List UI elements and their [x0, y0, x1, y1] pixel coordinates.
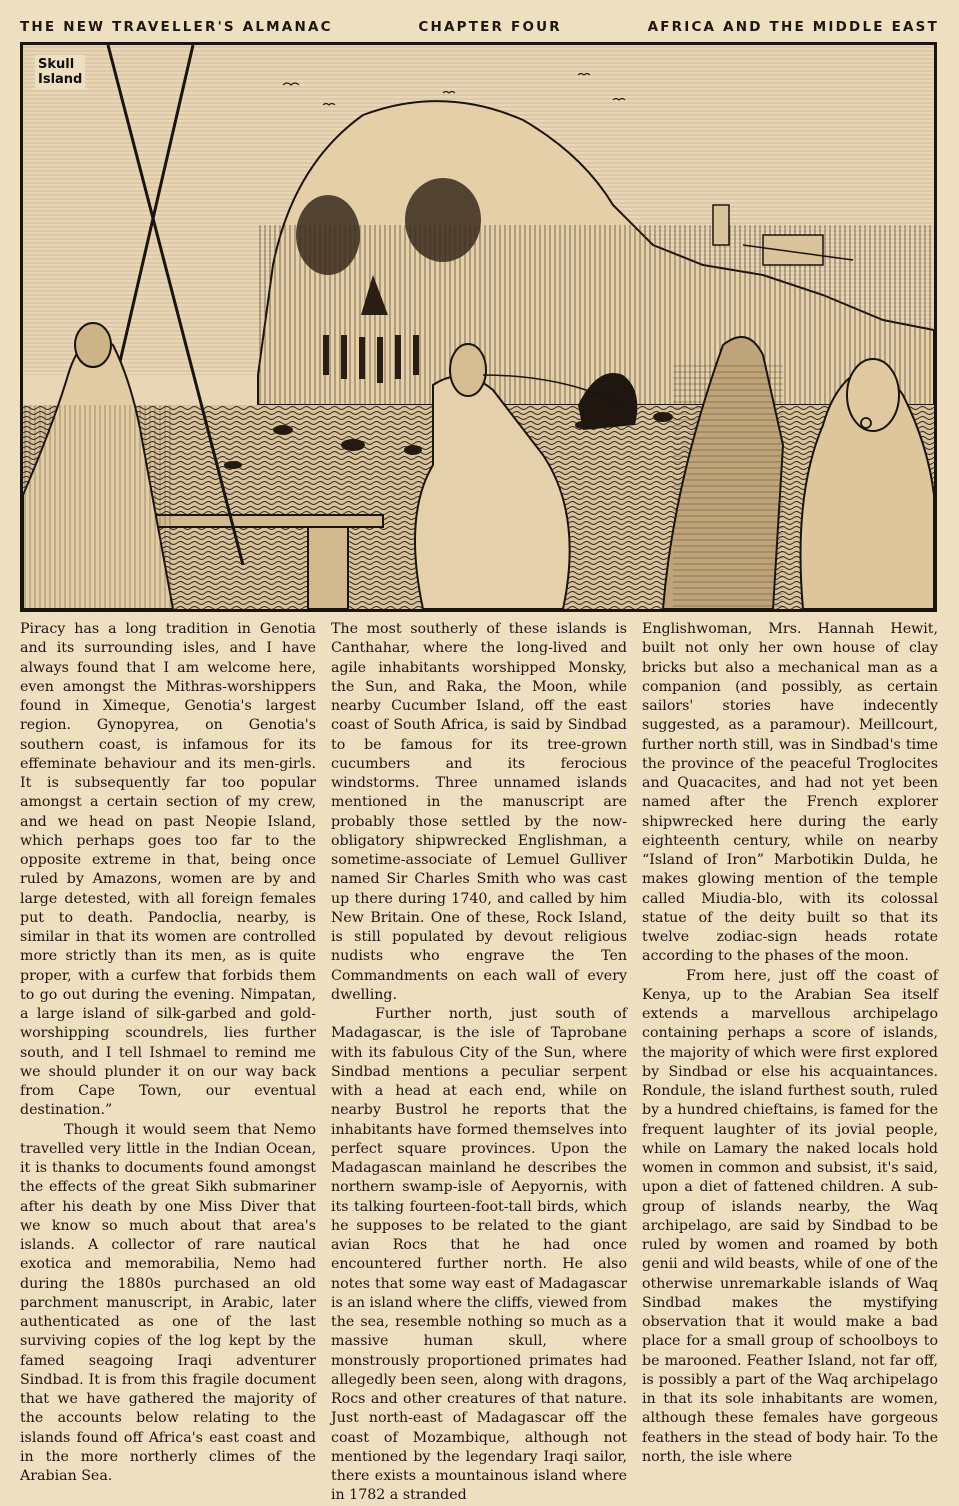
col2-paragraph-2: Further north, just south of Madagascar, is the isle of Taprobane with its fabulous City of the Sun, where Sindbad mentions a peculiar serpent with a head at each end, while on nearby Bustrol he reports that the inhabitants have formed themselves into perfect square provinces. Upon the Madagascan mainland he describes the northern swamp-isle of Aepyornis, with its talking fourteen-foot-tall birds, which he supposes to be related to the giant avian Rocs that he had once encountered further north. He also notes that some way east of Madagascar is an island where the cliffs, viewed from the sea, resemble nothing so much as a massive human skull, where monstrously proportioned primates had allegedly been seen, along with dragons, Rocs and other creatures of that nature. Just north-east of Madagascar off the coast of Mozambique, although not mentioned by the legendary Iraqi sailor, there exists a mountainous island where in 1782 a stranded: [331, 1006, 627, 1504]
text-column-3: [642, 620, 938, 1467]
running-header: [20, 16, 939, 38]
col1-paragraph-1: Piracy has a long tradition in Genotia and its surrounding isles, and I have always found that I am welcome here, even amongst the Mithras-worshippers found in Ximeque, Genotia's largest region. Gynopyrea, on Genotia's southern coast, is infamous for its effeminate behaviour and its men-girls. It is subsequently far too popular amongst a certain section of my crew, and we head on past Neopie Island, which perhaps goes too far to the opposite extreme in that, being once ruled by Amazons, women are by and large detested, with all foreign females put to death. Pandoclia, nearby, is similar in that its women are controlled more strictly than its men, as is quite proper, with a curfew that forbids them to go out during the evening. Nimpatan, a large island of silk-garbed and gold-worshipping scoundrels, lies further south, and I tell Ishmael to remind me we should plunder it on our way back from Cape Town, our eventual destination.”: [20, 621, 316, 1119]
text-column-2: [331, 620, 627, 1506]
col3-paragraph-1: Englishwoman, Mrs. Hannah Hewit, built not only her own house of clay bricks but also a mechanical man as a companion (and possibly, as certain sailors' stories have indecently suggested, as a paramour). Meillcourt, further north still, was in Sindbad's time the province of the peaceful Troglocites and Quacacites, and had not yet been named after the French explorer shipwrecked here during the early eighteenth century, while on nearby “Island of Iron” Marbotikin Dulda, he makes glowing mention of the temple called Miudia-blo, with its colossal statue of the deity built so that its twelve zodiac-sign heads rotate according to the phases of the moon.: [642, 621, 938, 965]
text-column-1: [20, 620, 316, 1486]
caption-line-1: Skull: [38, 57, 75, 72]
skull-island-illustration: [20, 42, 937, 612]
header-chapter: CHAPTER FOUR: [418, 19, 562, 35]
header-section: AFRICA AND THE MIDDLE EAST: [647, 19, 939, 35]
caption-line-2: Island: [38, 72, 83, 87]
illustration-drawing: [23, 45, 934, 609]
col3-paragraph-2: From here, just off the coast of Kenya, up to the Arabian Sea itself extends a marvellous archipelago containing perhaps a score of islands, the majority of which were first explored by Sindbad or else his acquaintances. Rondule, the island furthest south, ruled by a hundred chieftains, is famed for the frequent laughter of its jovial people, while on Lamary the naked locals hold women in common and subsist, it's said, upon a diet of fattened children. A sub-group of islands nearby, the Waq archipelago, are said by Sindbad to be ruled by women and roamed by both genii and wild beasts, while of one of the otherwise unremarkable islands of Waq Sindbad makes the mystifying observation that it would make a bad place for a small group of schoolboys to be marooned. Feather Island, not far off, is possibly a part of the Waq archipelago in that its sole inhabitants are women, although these females have gorgeous feathers in the stead of body hair. To the north, the isle where: [642, 967, 938, 1465]
col2-paragraph-1: The most southerly of these islands is Canthahar, where the long-lived and agile inhabitants worshipped Monsky, the Sun, and Raka, the Moon, while nearby Cucumber Island, off the east coast of South Africa, is said by Sindbad to be famous for its tree-grown cucumbers and its ferocious windstorms. Three unnamed islands mentioned in the manuscript are probably those settled by the now-obligatory shipwrecked Englishman, a sometime-associate of Lemuel Gulliver named Sir Charles Smith who was cast up there during 1740, and called by him New Britain. One of these, Rock Island, is still populated by devout religious nudists who engrave the Ten Commandments on each wall of every dwelling.: [331, 621, 627, 1003]
illustration-caption: [35, 55, 85, 89]
header-book-title: THE NEW TRAVELLER'S ALMANAC: [20, 19, 333, 35]
col1-paragraph-2: Though it would seem that Nemo travelled very little in the Indian Ocean, it is thanks to documents found amongst the effects of the great Sikh submariner after his death by one Miss Diver that we know so much about that area's islands. A collector of rare nautical exotica and memorabilia, Nemo had during the 1880s purchased an old parchment manuscript, in Arabic, later authenticated as one of the last surviving copies of the log kept by the famed seagoing Iraqi adventurer Sindbad. It is from this fragile document that we have gathered the majority of the accounts below relating to the islands found off Africa's east coast and in the more northerly climes of the Arabian Sea.: [20, 1121, 316, 1484]
